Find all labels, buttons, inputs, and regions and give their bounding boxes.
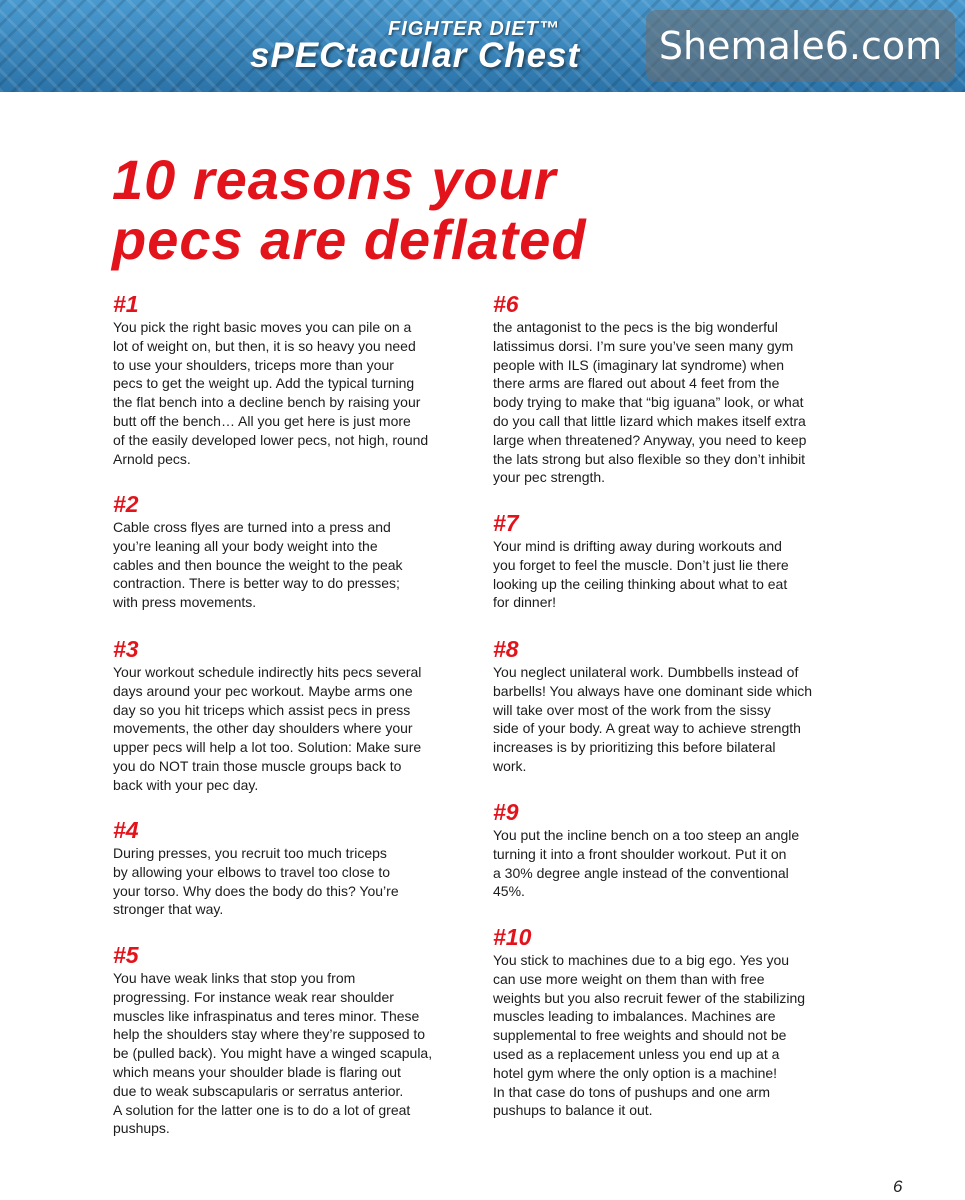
- text-line: latissimus dorsi. I’m sure you’ve seen many gym: [493, 337, 794, 354]
- text-line: of the easily developed lower pecs, not high, round: [113, 431, 429, 448]
- reason-text: [113, 318, 475, 468]
- text-line: the flat bench into a decline bench by raising your: [113, 394, 421, 411]
- text-line: You have weak links that stop you from: [113, 970, 356, 986]
- text-line: pecs to get the weight up. Add the typical turning: [113, 375, 415, 392]
- reason-number: #10: [493, 924, 532, 950]
- reason-1: [113, 290, 475, 468]
- reason-number: #4: [113, 817, 139, 843]
- text-line: weights but you also recruit fewer of the stabilizing: [493, 989, 806, 1006]
- text-line: looking up the ceiling thinking about what to eat: [493, 575, 788, 592]
- text-line: you forget to feel the muscle. Don’t just lie there: [493, 556, 789, 573]
- text-line: due to weak subscapularis or serratus anterior.: [113, 1082, 404, 1099]
- text-line: muscles leading to imbalances. Machines are: [493, 1008, 776, 1025]
- text-line: 45%.: [493, 883, 525, 900]
- text-line: barbells! You always have one dominant side which: [493, 682, 813, 699]
- text-line: You pick the right basic moves you can pile on a: [113, 319, 412, 335]
- text-line: muscles like infraspinatus and teres minor. These: [113, 1007, 420, 1024]
- series-title: FIGHTER DIET™: [388, 18, 560, 40]
- text-line: side of your body. A great way to achieve strength: [493, 720, 801, 737]
- banner-title: sPECtacular Chest: [250, 36, 581, 75]
- text-line: upper pecs will help a lot too. Solution: Make sure: [113, 739, 422, 756]
- text-line: Your mind is drifting away during workouts and: [493, 538, 782, 554]
- text-line: lot of weight on, but then, it is so heavy you need: [113, 337, 416, 354]
- reason-2: [113, 490, 475, 612]
- text-line: you do NOT train those muscle groups back to: [113, 757, 402, 774]
- text-line: with press movements.: [113, 594, 257, 611]
- text-line: pushups to balance it out.: [493, 1102, 653, 1119]
- text-line: a 30% degree angle instead of the conventional: [493, 864, 789, 881]
- text-line: can use more weight on them than with free: [493, 970, 765, 987]
- text-line: butt off the bench… All you get here is just more: [113, 412, 411, 429]
- reason-number: #8: [493, 636, 519, 662]
- text-line: progressing. For instance weak rear shoulder: [113, 988, 394, 1005]
- reason-9: [493, 798, 855, 901]
- text-line: the lats strong but also flexible so they don’t inhibit: [493, 450, 806, 467]
- reason-4: [113, 816, 475, 919]
- reason-number: #2: [113, 491, 139, 517]
- reason-text: [113, 844, 475, 919]
- text-line: body trying to make that “big iguana” look, or what: [493, 394, 804, 411]
- reason-number: #3: [113, 636, 139, 662]
- text-line: large when threatened? Anyway, you need to keep: [493, 431, 807, 448]
- reason-number: #5: [113, 942, 139, 968]
- text-line: Arnold pecs.: [113, 450, 191, 467]
- reason-5: [113, 941, 475, 1138]
- reason-text: [113, 518, 475, 612]
- text-line: your pec strength.: [493, 469, 606, 486]
- headline-line-1: 10 reasons your: [112, 148, 557, 211]
- text-line: Cable cross flyes are turned into a press and: [113, 519, 391, 535]
- headline-line-2: pecs are deflated: [112, 208, 587, 271]
- reason-number: #1: [113, 291, 139, 317]
- text-line: In that case do tons of pushups and one arm: [493, 1083, 771, 1100]
- reason-text: [113, 969, 475, 1138]
- reason-text: [113, 663, 475, 795]
- text-line: you’re leaning all your body weight into the: [113, 537, 378, 554]
- watermark: [646, 10, 955, 82]
- text-line: do you call that little lizard which makes itself extra: [493, 412, 806, 429]
- text-line: for dinner!: [493, 594, 557, 611]
- text-line: turning it into a front shoulder workout. Put it on: [493, 845, 787, 862]
- reason-8: [493, 635, 855, 776]
- text-line: people with ILS (imaginary lat syndrome) when: [493, 356, 785, 373]
- text-line: You stick to machines due to a big ego. Yes you: [493, 952, 790, 968]
- text-line: days around your pec workout. Maybe arms one: [113, 682, 413, 699]
- text-line: be (pulled back). You might have a winged scapula,: [113, 1045, 433, 1062]
- reason-3: [113, 635, 475, 795]
- text-line: there arms are flared out about 4 feet from the: [493, 375, 780, 392]
- text-line: day so you hit triceps which assist pecs in press: [113, 701, 411, 718]
- watermark-text: Shemale6.com: [658, 24, 943, 68]
- reason-6: [493, 290, 855, 487]
- text-line: stronger that way.: [113, 901, 224, 918]
- text-line: the antagonist to the pecs is the big wonderful: [493, 319, 778, 335]
- text-line: your torso. Why does the body do this? You’re: [113, 882, 399, 899]
- text-line: pushups.: [113, 1120, 170, 1137]
- text-line: used as a replacement unless you end up at a: [493, 1045, 780, 1062]
- page-number: 6: [893, 1177, 903, 1196]
- text-line: You neglect unilateral work. Dumbbells instead of: [493, 664, 799, 680]
- reason-number: #9: [493, 799, 519, 825]
- page-headline: [112, 150, 587, 270]
- text-line: Your workout schedule indirectly hits pecs several: [113, 664, 422, 680]
- reason-number: #6: [493, 291, 519, 317]
- text-line: increases is by prioritizing this before bilateral: [493, 739, 776, 756]
- reason-text: [493, 537, 855, 612]
- reason-10: [493, 923, 855, 1120]
- text-line: movements, the other day shoulders where your: [113, 720, 413, 737]
- text-line: You put the incline bench on a too steep an angle: [493, 827, 800, 843]
- text-line: supplemental to free weights and should not be: [493, 1027, 787, 1044]
- text-line: work.: [493, 757, 527, 774]
- text-line: cables and then bounce the weight to the peak: [113, 556, 403, 573]
- text-line: help the shoulders stay where they’re supposed to: [113, 1026, 426, 1043]
- text-line: contraction. There is better way to do presses;: [113, 575, 400, 592]
- text-line: back with your pec day.: [113, 776, 259, 793]
- text-line: hotel gym where the only option is a machine!: [493, 1064, 778, 1081]
- reason-text: [493, 826, 855, 901]
- reason-text: [493, 663, 855, 776]
- reason-number: #7: [493, 510, 519, 536]
- text-line: to use your shoulders, triceps more than your: [113, 356, 394, 373]
- text-line: by allowing your elbows to travel too close to: [113, 863, 391, 880]
- text-line: A solution for the latter one is to do a lot of great: [113, 1101, 411, 1118]
- reason-text: [493, 318, 855, 487]
- header-banner: [0, 0, 965, 92]
- reason-7: [493, 509, 855, 612]
- text-line: which means your shoulder blade is flaring out: [113, 1063, 401, 1080]
- reason-text: [493, 951, 855, 1120]
- text-line: During presses, you recruit too much triceps: [113, 845, 387, 861]
- text-line: will take over most of the work from the sissy: [493, 701, 771, 718]
